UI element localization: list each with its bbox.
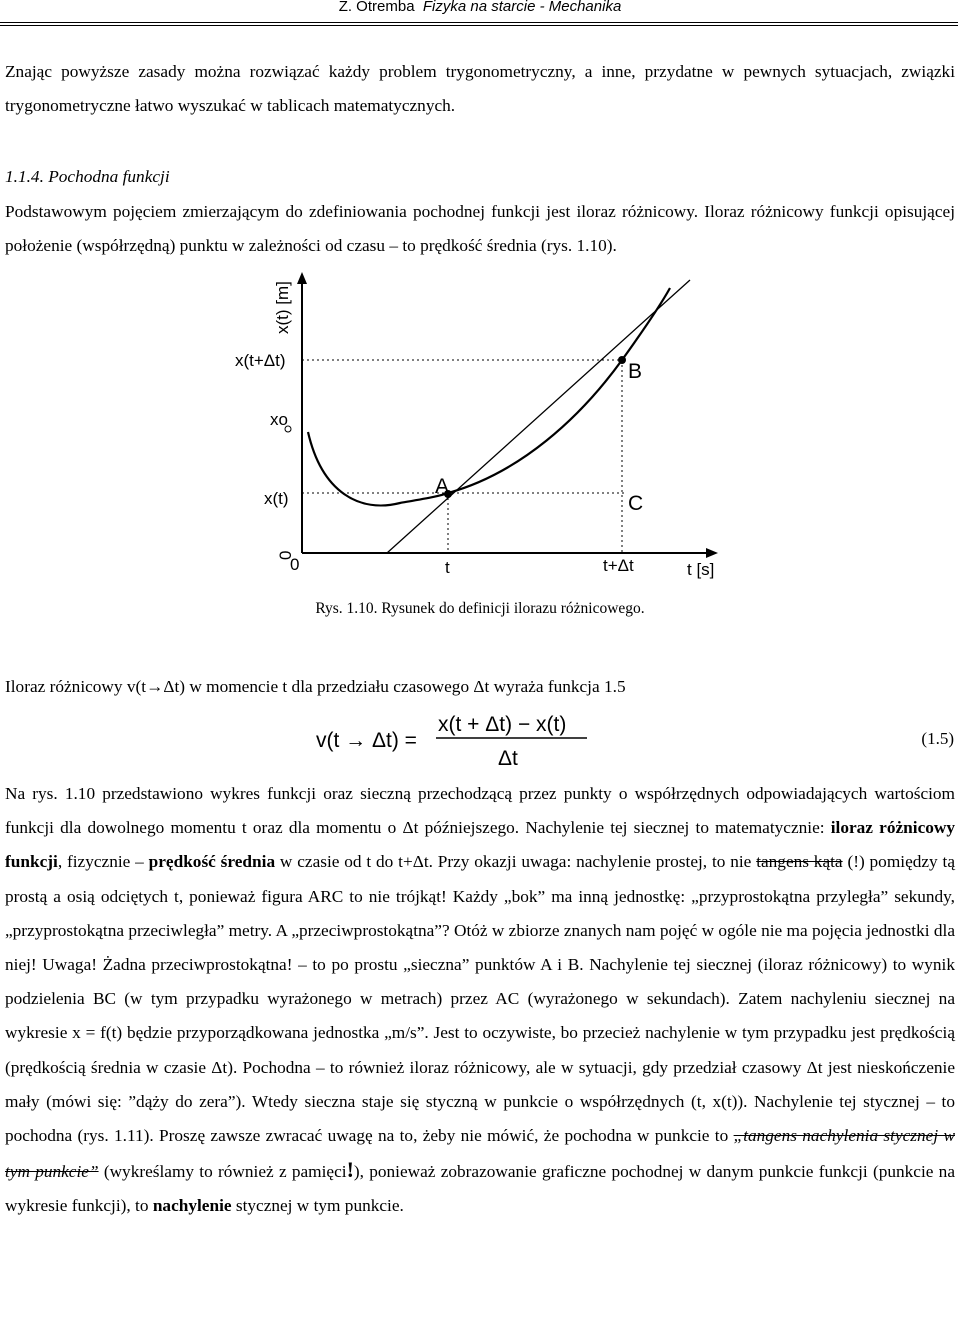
point-b-label: B	[628, 360, 643, 383]
header-author: Z. Otremba	[338, 0, 415, 15]
header-rule	[0, 22, 958, 23]
text-run: w czasie od t do t+Δt. Przy okazji uwaga: nachylenie prostej, to nie	[275, 852, 757, 872]
equation-number: (1.5)	[921, 729, 954, 748]
header-rule-thin	[0, 25, 958, 26]
y-tick-xo: xo	[270, 410, 288, 429]
text-run: , fizycznie –	[57, 852, 149, 872]
struck-term-tangent: tangens kąta	[756, 852, 843, 872]
point-b-marker	[618, 356, 626, 364]
secant-line	[387, 280, 690, 553]
point-c-label: C	[628, 492, 644, 515]
paragraph-intro: Znając powyższe zasady można rozwiązać każdy problem trygonometryczny, a inne, przydatne w pewnych sytuacjach, związki trygonometryczne łatwo wyszukać w tablicach matematycznych.	[5, 62, 955, 116]
equation-1-5	[0, 705, 960, 775]
section-number: 1.1.4.	[5, 167, 44, 186]
section-heading	[5, 160, 955, 194]
y-axis-arrowhead	[297, 272, 307, 284]
paragraph-definition: Podstawowym pojęciem zmierzającym do zdefiniowania pochodnej funkcji jest iloraz różnicowy. Iloraz różnicowy funkcji opisującej położenie (współrzędną) punktu w zależności od czasu – to prędkość średnia (rys. 1.10).	[5, 202, 955, 256]
text-run: (!) pomiędzy tą prostą a osią odciętych t, ponieważ figura ARC to nie trójkąt! Każdy „bok” ma inną jednostkę: „przyprostokątna przyległa” sekundy, „przyprostokątna przeciwległa” metry. A „przeciwprostokątna”? Otóż w zbiorze znanych nam pojęć w ogóle nie ma pojęcia jednostki dla niej! Uwaga! Żadna przeciwprostokątna! – to po prostu „sieczna” punktów A i B. Nachylenie tej siecznej (iloraz różnicowy) to wynik podzielenia BC (w tym przypadku wyrażonego w metrach) przez AC (wyrażonego w sekundach). Zatem nachyleniu siecznej na wykresie x = f(t) będzie przyporządkowana jednostka „m/s”. Jest to oczywiste, bo przecież nachylenie w tym przypadku jest prędkością (prędkością średnia w czasie Δt). Pochodna – to również iloraz różnicowy, ale w sytuacji, gdy przedział czasowy Δt jest nieskończenie mały (mówi się: ”dąży do zera”). Wtedy sieczna staje się styczną w punkcie o współrzędnych (t, x(t)). Nachylenie tej stycznej – to pochodna (rys. 1.11). Proszę zawsze zwracać uwagę na to, żeby nie mówić, że pochodna w punkcie to	[5, 852, 955, 1146]
struck-phrase-tangent-slope: „tangens nachylenia stycznej w tym punkcie”	[5, 1126, 955, 1182]
y-tick-zero: 0	[276, 550, 295, 560]
running-header	[0, 0, 960, 22]
figure-1-10	[230, 268, 730, 588]
xo-subscript-mark	[285, 426, 291, 432]
text-run: ), ponieważ zobrazowanie graficzne pochodnej w danym punkcie funkcji (punkcie na wykresie funkcji), to	[5, 1162, 955, 1216]
bold-term-slope: nachylenie	[152, 1196, 232, 1216]
emphasis-exclamation: !	[346, 1157, 354, 1183]
x-tick-t-plus-dt: t+Δt	[603, 556, 634, 575]
function-curve	[308, 288, 670, 505]
header-book-title: Fizyka na starcie - Mechanika	[422, 0, 622, 15]
bold-term-difference-quotient: iloraz różnicowy funkcji	[5, 818, 955, 872]
x-axis-label: t [s]	[687, 560, 715, 579]
bold-term-average-speed: prędkość średnia	[148, 852, 276, 872]
equation-numerator: x(t + Δt) − x(t)	[438, 713, 567, 736]
point-a-label: A	[435, 475, 450, 498]
x-tick-zero: 0	[290, 555, 300, 574]
y-axis-label: x(t) [m]	[273, 281, 292, 334]
paragraph-difference-quotient: Iloraz różnicowy v(t→Δt) w momencie t dla przedziału czasowego Δt wyraża funkcja 1.5	[5, 677, 626, 696]
equation-denominator: Δt	[498, 747, 518, 770]
figure-caption: Rys. 1.10. Rysunek do definicji ilorazu różnicowego.	[315, 600, 645, 617]
y-tick-x-t-plus-dt: x(t+Δt)	[235, 351, 286, 370]
equation-lhs: v(t → Δt) =	[316, 729, 417, 752]
y-tick-x-t: x(t)	[264, 489, 289, 508]
text-run: Na rys. 1.10 przedstawiono wykres funkcji oraz sieczną przechodzącą przez punkty o współrzędnych odpowiadających wartościom funkcji dla dowolnego momentu t oraz dla momentu o Δt późniejszego. Nachylenie tej siecznej to matematycznie:	[5, 784, 955, 838]
x-axis-arrowhead	[706, 548, 718, 558]
paragraph-discussion	[5, 777, 955, 1224]
x-tick-t: t	[445, 558, 450, 577]
text-run: stycznej w tym punkcie.	[231, 1196, 404, 1216]
text-run: (wykreślamy to również z pamięci	[98, 1162, 347, 1182]
section-title: Pochodna funkcji	[48, 167, 170, 186]
